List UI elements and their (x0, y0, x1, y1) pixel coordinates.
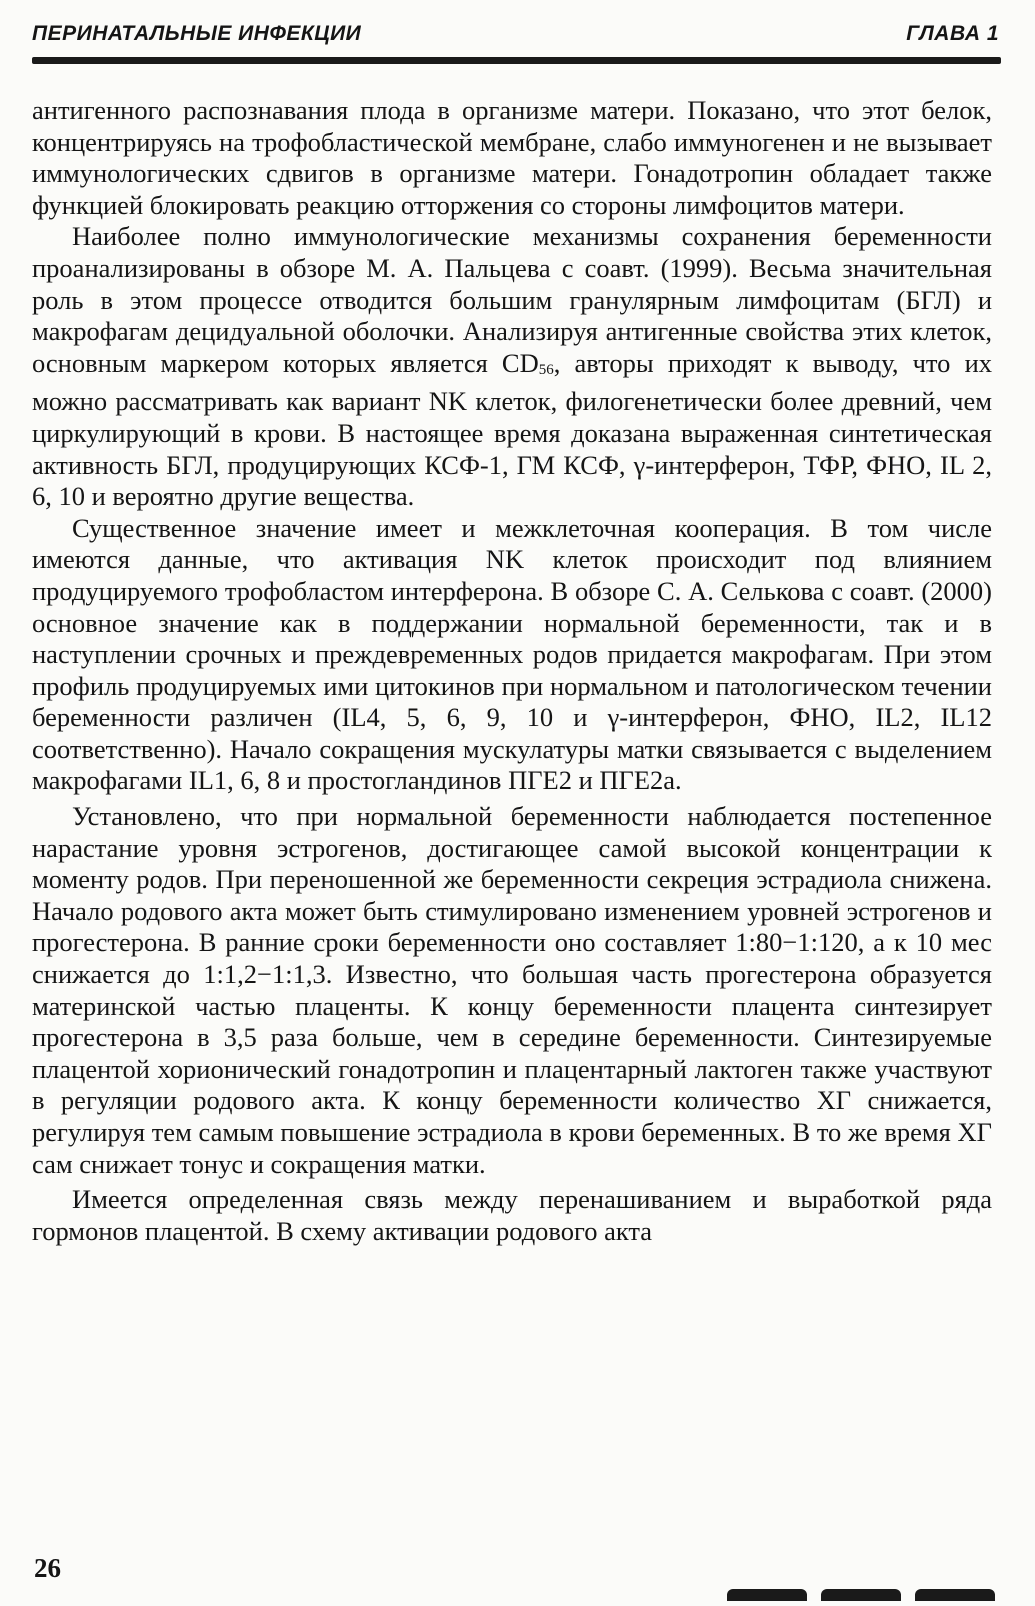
paragraph-2-part-a: Наиболее полно иммунологические механизмы сохранения беременности проанализированы в обзоре М. А. Пальцева с соавт. (1999). Весьма значительная роль в этом процессе отводится большим гранулярным лимфоцитам (БГЛ) и макрофагам децидуальной оболочки. Анализируя антигенные свойства этих клеток, основным маркером которых является CD (32, 221, 992, 378)
paragraph-1: антигенного распознавания плода в организме матери. Показано, что этот белок, концентрируясь на трофобластической мембране, слабо иммуногенен и не вызывает иммунологических сдвигов в организме матери. Гонадотропин обладает также функцией блокировать реакцию отторжения со стороны лимфоцитов матери. (32, 95, 992, 220)
edge-mark (821, 1589, 901, 1601)
paragraph-2 (32, 221, 992, 512)
page-number: 26 (34, 1553, 61, 1583)
body-text (32, 95, 992, 1247)
header-rule (32, 57, 1001, 64)
paragraph-5: Имеется определенная связь между перенашиванием и выработкой ряда гормонов плацентой. В схему активации родового акта (32, 1184, 992, 1246)
edge-mark (727, 1589, 807, 1601)
bottom-edge-marks (713, 1588, 995, 1600)
paragraph-2-part-b: , авторы приходят к выводу, что их можно рассматривать как вариант NK клеток, филогенетически более древний, чем циркулирующий в крови. В настоящее время доказана выраженная синтетическая активность БГЛ, продуцирующих КСФ-1, ГМ КСФ, γ-интерферон, ТФР, ФНО, IL 2, 6, 10 и вероятно другие вещества. (32, 347, 993, 512)
paragraph-3: Существенное значение имеет и межклеточная кооперация. В том числе имеются данные, что активация NK клеток происходит под влиянием продуцируемого трофобластом интерферона. В обзоре С. А. Селькова с соавт. (2000) основное значение как в поддержании нормальной беременности, так и в наступлении срочных и преждевременных родов придается макрофагам. При этом профиль продуцируемых ими цитокинов при нормальном и патологическом течении беременности различен (IL4, 5, 6, 9, 10 и γ-интерферон, ФНО, IL2, IL12 соответственно). Начало сокращения мускулатуры матки связывается с выделением макрофагами IL1, 6, 8 и простогландинов ПГЕ2 и ПГЕ2а. (32, 512, 992, 796)
paragraph-4: Установлено, что при нормальной беременности наблюдается постепенное нарастание уровня эстрогенов, достигающее самой высокой концентрации к моменту родов. При переношенной же беременности секреция эстрадиола снижена. Начало родового акта может быть стимулировано изменением уровней эстрогенов и прогестерона. В ранние сроки беременности оно составляет 1:80−1:120, а к 10 мес снижается до 1:1,2−1:1,3. Известно, что большая часть прогестерона образуется материнской частью плаценты. К концу беременности плацента синтезирует прогестерона в 3,5 раза больше, чем в середине беременности. Синтезируемые плацентой хорионический гонадотропин и плацентарный лактоген также участвуют в регуляции родового акта. К концу беременности количество ХГ снижается, регулируя тем самым повышение эстрадиола в крови беременных. В то же время ХГ сам снижает тонус и сокращения матки. (32, 801, 992, 1179)
edge-mark (915, 1589, 995, 1601)
running-header (32, 22, 999, 52)
cd-subscript: 56 (538, 361, 554, 378)
book-title: ПЕРИНАТАЛЬНЫЕ ИНФЕКЦИИ (32, 22, 362, 45)
chapter-label: ГЛАВА 1 (906, 22, 999, 45)
